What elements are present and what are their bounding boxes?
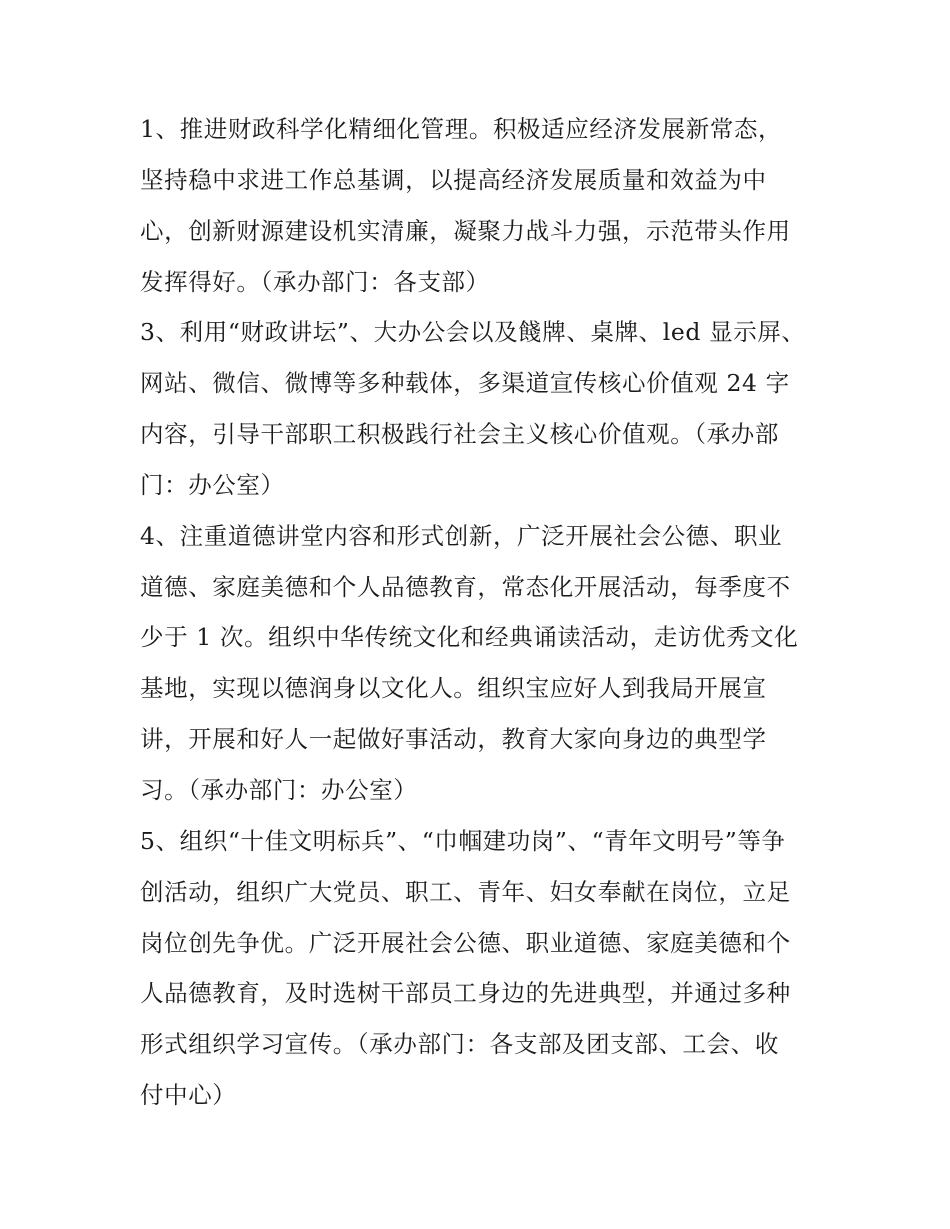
text-line: 心，创新财源建设机实清廉，凝聚力战斗力强，示范带头作用 (140, 216, 791, 245)
text-line: 发挥得好。（承办部门：各支部） (140, 267, 490, 296)
document-body (140, 104, 820, 1121)
text-line: 讲，开展和好人一起做好事活动，教育大家向身边的典型学 (140, 725, 767, 754)
text-line: 岗位创先争优。广泛开展社会公德、职业道德、家庭美德和个 (140, 928, 791, 957)
text-line: 坚持稳中求进工作总基调，以提高经济发展质量和效益为中 (140, 165, 767, 194)
text-line: 形式组织学习宣传。（承办部门：各支部及团支部、工会、收 (140, 1030, 779, 1059)
text-line: 付中心） (140, 1081, 237, 1110)
text-line: 基地，实现以德润身以文化人。组织宝应好人到我局开展宣 (140, 674, 767, 703)
text-line: 创活动，组织广大党员、职工、青年、妇女奉献在岗位，立足 (140, 877, 791, 906)
paragraph-item-3 (140, 307, 820, 510)
text-line: 内容，引导干部职工积极践行社会主义核心价值观。（承办部 (140, 420, 779, 449)
paragraph-item-5 (140, 816, 820, 1121)
text-line: 1、推进财政科学化精细化管理。积极适应经济发展新常态， (140, 115, 783, 143)
text-line: 3、利用“财政讲坛”、大办公会以及餞牌、桌牌、led 显示屏、 (140, 318, 806, 347)
text-line: 少于 1 次。组织中华传统文化和经典诵读活动，走访优秀文化 (140, 623, 799, 652)
paragraph-item-4 (140, 511, 820, 816)
text-line: 5、组织“十佳文明标兵”、“巾帼建功岗”、“青年文明号”等争 (140, 826, 786, 855)
paragraph-item-1 (140, 104, 820, 307)
text-line: 习。（承办部门：办公室） (140, 775, 418, 804)
text-line: 网站、微信、微博等多种载体，多渠道宣传核心价值观 24 字 (140, 369, 790, 398)
text-line: 人品德教育，及时选树干部员工身边的先进典型，并通过多种 (140, 979, 791, 1008)
text-line: 门：办公室） (140, 470, 285, 499)
text-line: 4、注重道德讲堂内容和形式创新，广泛开展社会公德、职业 (140, 521, 783, 550)
text-line: 道德、家庭美德和个人品德教育，常态化开展活动，每季度不 (140, 572, 791, 601)
